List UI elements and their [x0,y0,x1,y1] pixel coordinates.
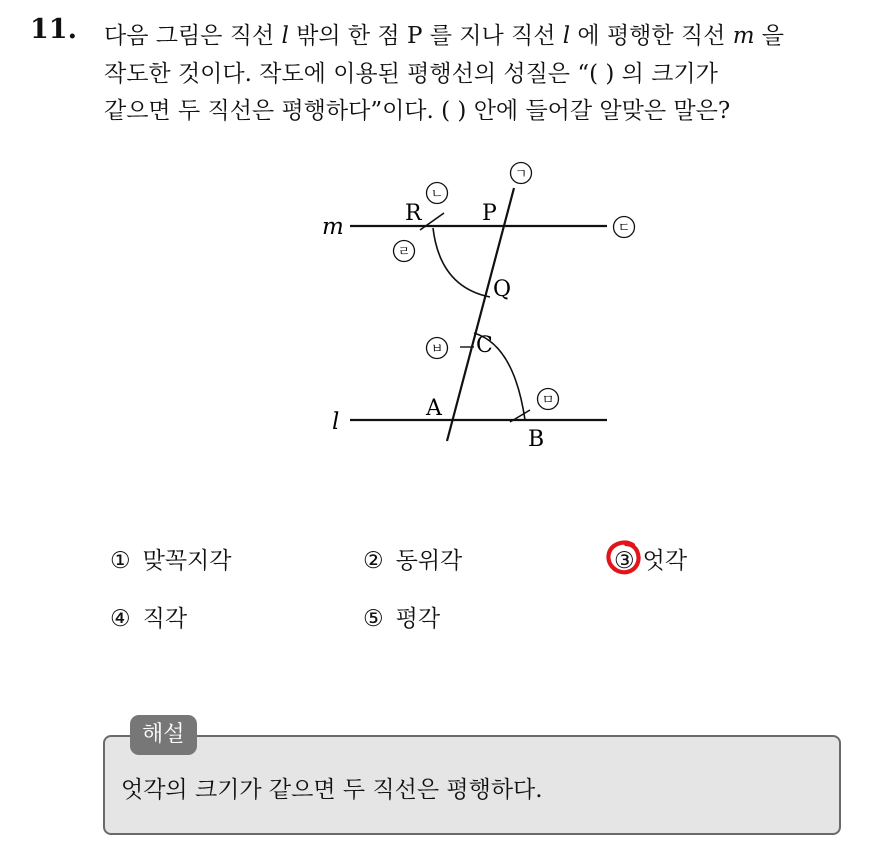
question-text-part: 밖의 한 점 P 를 지나 직선 [288,23,563,49]
step-label: ㅁ [541,393,555,408]
label-m: m [322,214,344,240]
tick-mark-R [420,213,444,230]
label-P: P [482,201,497,226]
choice-5[interactable] [363,600,440,633]
question-text-part: 다음 그림은 직선 [104,23,282,49]
question-text-part: 에 평행한 직선 [570,23,733,49]
choice-number: ⑤ [363,606,384,632]
choice-number: ② [363,548,384,574]
choice-text: 맞꼭지각 [142,548,232,574]
label-A: A [426,396,442,421]
step-label: ㄴ [430,187,444,202]
answer-mark-circle [604,538,644,578]
label-Q: Q [493,277,512,302]
choice-4[interactable] [110,600,187,633]
choice-text: 엇각 [642,548,688,574]
choice-number: ① [110,548,131,574]
label-B: B [528,427,545,452]
question-line-2: 작도한 것이다. 작도에 이용된 평행선의 성질은 “( ) 의 크기가 [104,61,718,87]
explanation-text: 엇각의 크기가 같으면 두 직선은 평행하다. [121,777,543,803]
arc-at-P [433,228,490,297]
step-marker-4 [394,241,415,262]
line-variable-l: l [562,23,571,49]
step-marker-3 [614,217,635,238]
step-marker-1 [511,163,532,184]
question-text-part: 을 [754,23,785,49]
question-line-3: 같으면 두 직선은 평행하다”이다. ( ) 안에 들어갈 알맞은 말은? [104,98,731,124]
label-C: C [476,333,493,358]
line-variable-m: m [732,23,755,49]
step-marker-2 [427,183,448,204]
step-label: ㄷ [617,221,631,236]
choice-number: ④ [110,606,131,632]
choice-text: 평각 [395,606,441,632]
step-label: ㅂ [430,342,444,357]
step-marker-5 [538,389,559,410]
choice-text: 동위각 [395,548,463,574]
explanation-tab: 해설 [130,715,197,755]
step-label: ㄱ [514,167,528,182]
choice-2[interactable] [363,542,462,575]
choice-text: 직각 [142,606,188,632]
label-R: R [405,201,422,226]
step-marker-6 [427,338,448,359]
line-variable-l: l [281,23,289,49]
step-label: ㄹ [397,245,411,260]
choice-number: ③ [614,548,635,574]
choice-1[interactable] [110,542,232,575]
label-l: l [332,409,340,435]
question-number: 11. [30,14,77,45]
